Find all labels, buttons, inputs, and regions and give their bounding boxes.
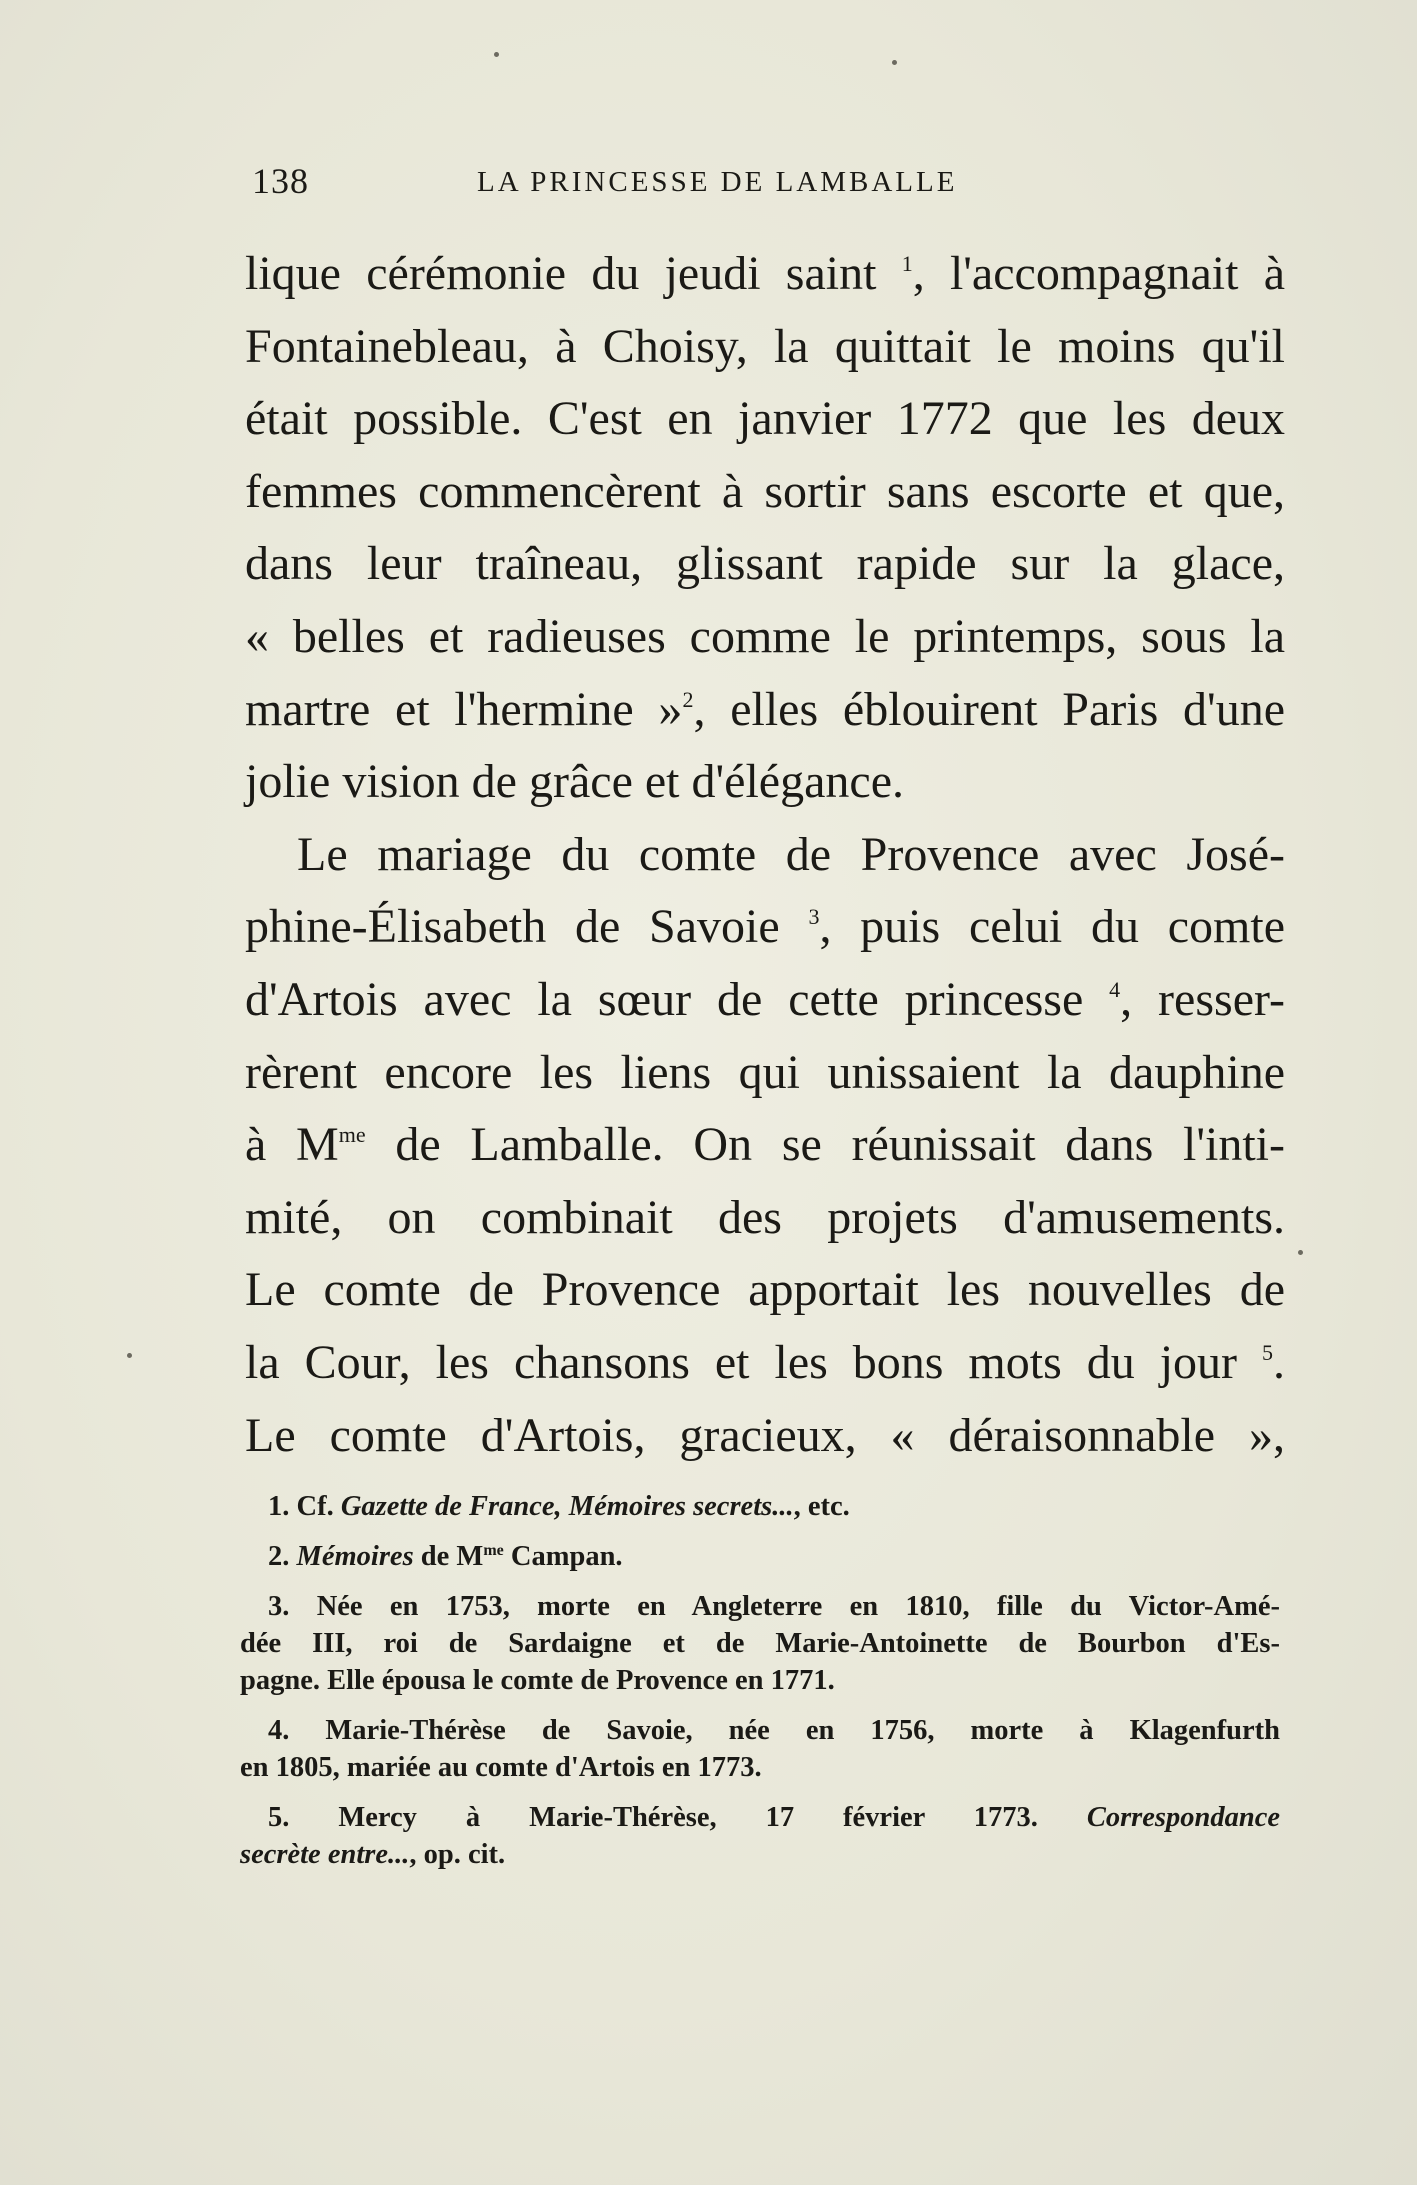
body-line: jolie vision de grâce et d'élégance. [245, 755, 905, 809]
body-line: dans leur traîneau, glissant rapide sur la glace, [245, 537, 1285, 591]
page-number: 138 [252, 161, 309, 201]
footnote-3: 3. Née en 1753, morte en Angleterre en 1810, fille du Victor-Amé- [268, 1591, 1280, 1622]
footnote-5: 5. Mercy à Marie-Thérèse, 17 février 1773. Correspondance [268, 1802, 1280, 1833]
footnotes [240, 1488, 1280, 1873]
body-line: Le mariage du comte de Provence avec José- [297, 827, 1285, 881]
running-title: LA PRINCESSE DE LAMBALLE [477, 166, 958, 198]
body-line: Le comte d'Artois, gracieux, « déraisonnable », [245, 1408, 1285, 1462]
footnote-ref: 2 [682, 686, 694, 712]
footnote-ref: 4 [1109, 976, 1121, 1002]
body-line: « belles et radieuses comme le printemps, sous la [245, 609, 1285, 663]
body-line: Fontainebleau, à Choisy, la quittait le moins qu'il [245, 319, 1285, 373]
paper-speck [127, 1353, 132, 1358]
paper-speck [892, 60, 897, 65]
body-text [245, 238, 1285, 1472]
footnote-ref: 1 [901, 251, 913, 276]
body-line: mité, on combinait des projets d'amusements. [245, 1190, 1285, 1244]
footnote-3-cont: dée III, roi de Sardaigne et de Marie-Antoinette de Bourbon d'Es- [240, 1628, 1280, 1659]
footnote-4-cont: en 1805, mariée au comte d'Artois en 1773. [240, 1752, 762, 1783]
body-line: d'Artois avec la sœur de cette princesse $^4$, resser- [245, 972, 1286, 1026]
footnote-2: 2. Mémoires de $M^{me}$ Campan. [268, 1541, 623, 1572]
footnote-ref: 5 [1262, 1339, 1273, 1365]
body-line: était possible. C'est en janvier 1772 que les deux [245, 392, 1285, 446]
footnote-4: 4. Marie-Thérèse de Savoie, née en 1756, morte à Klagenfurth [268, 1715, 1280, 1746]
paper-speck [494, 52, 499, 57]
paper-speck [1298, 1250, 1303, 1255]
footnote-3-cont: pagne. Elle épousa le comte de Provence en 1771. [240, 1665, 835, 1696]
footnote-ref: 3 [808, 904, 820, 930]
body-line: Le comte de Provence apportait les nouvelles de [245, 1263, 1285, 1317]
body-line: phine-Élisabeth de Savoie $^3$, puis celui du comte [245, 900, 1286, 954]
body-line: la Cour, les chansons et les bons mots du jour $^5$. [245, 1335, 1285, 1389]
body-line: à $M^{me}$ de Lamballe. On se réunissait dans l'inti- [245, 1118, 1285, 1172]
footnote-1: 1. Cf. Gazette de France, Mémoires secrets..., etc. [268, 1491, 850, 1522]
page-header [252, 160, 1282, 204]
body-line: rèrent encore les liens qui unissaient la dauphine [245, 1045, 1285, 1099]
body-line: femmes commencèrent à sortir sans escorte et que, [245, 464, 1285, 518]
footnote-5-cont: secrète entre..., op. cit. [240, 1839, 506, 1870]
body-line: martre et l'hermine »$^2$, elles éblouirent Paris d'une [245, 682, 1286, 736]
body-line: lique cérémonie du jeudi saint $^1$, l'accompagnait à [245, 247, 1286, 300]
